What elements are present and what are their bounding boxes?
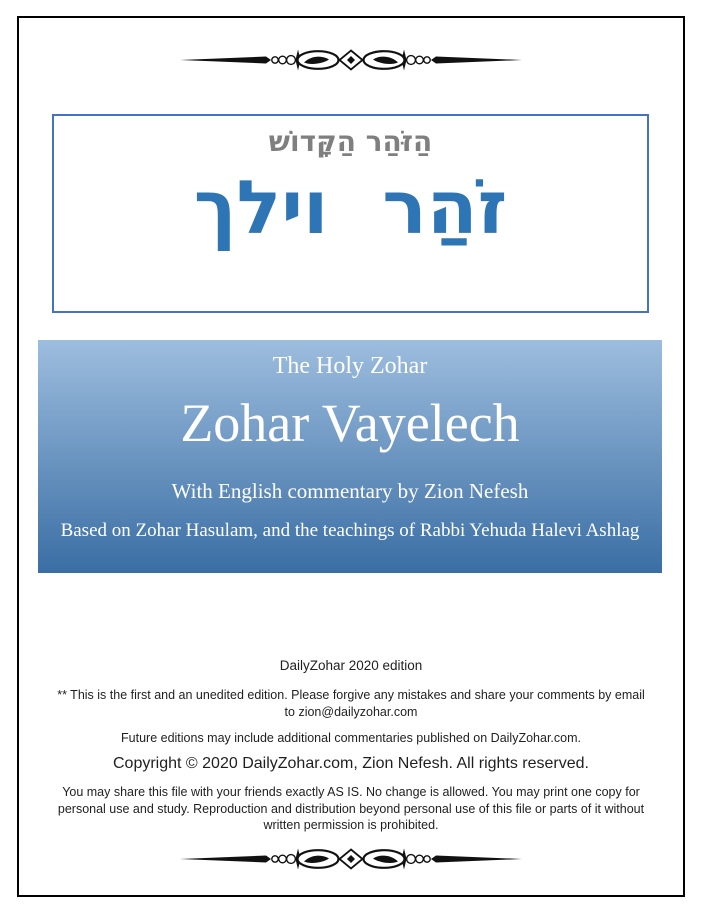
- copyright-line: Copyright © 2020 DailyZohar.com, Zion Nefesh. All rights reserved.: [113, 755, 589, 772]
- flourish-divider-icon: [178, 846, 524, 872]
- hebrew-large-title: זֹהַר וילך: [193, 165, 508, 251]
- edition-line: DailyZohar 2020 edition: [279, 658, 423, 673]
- title-banner: [38, 340, 662, 573]
- unedited-note-line: ** This is the first and an unedited edition. Please forgive any mistakes and share your comments by email to zion@dailyzohar.com: [57, 688, 645, 719]
- banner-commentary-line: With English commentary by Zion Nefesh: [171, 479, 529, 503]
- hebrew-small-title: הַזֹּהַר הַקָּדוֹשׁ: [268, 125, 433, 158]
- sharing-terms-line: You may share this file with your friends exactly AS IS. No change is allowed. You may print one copy for personal use and study. Reproduction and distribution beyond personal use of this file or parts of it without written permission is prohibited.: [57, 785, 645, 832]
- banner-title: Zohar Vayelech: [180, 393, 520, 453]
- flourish-divider-icon: [178, 47, 524, 73]
- banner-subtitle: The Holy Zohar: [272, 353, 428, 379]
- banner-based-on-line: Based on Zohar Hasulam, and the teachings of Rabbi Yehuda Halevi Ashlag: [60, 520, 640, 541]
- hebrew-title-box: [52, 114, 649, 313]
- future-editions-line: Future editions may include additional commentaries published on DailyZohar.com.: [121, 731, 581, 745]
